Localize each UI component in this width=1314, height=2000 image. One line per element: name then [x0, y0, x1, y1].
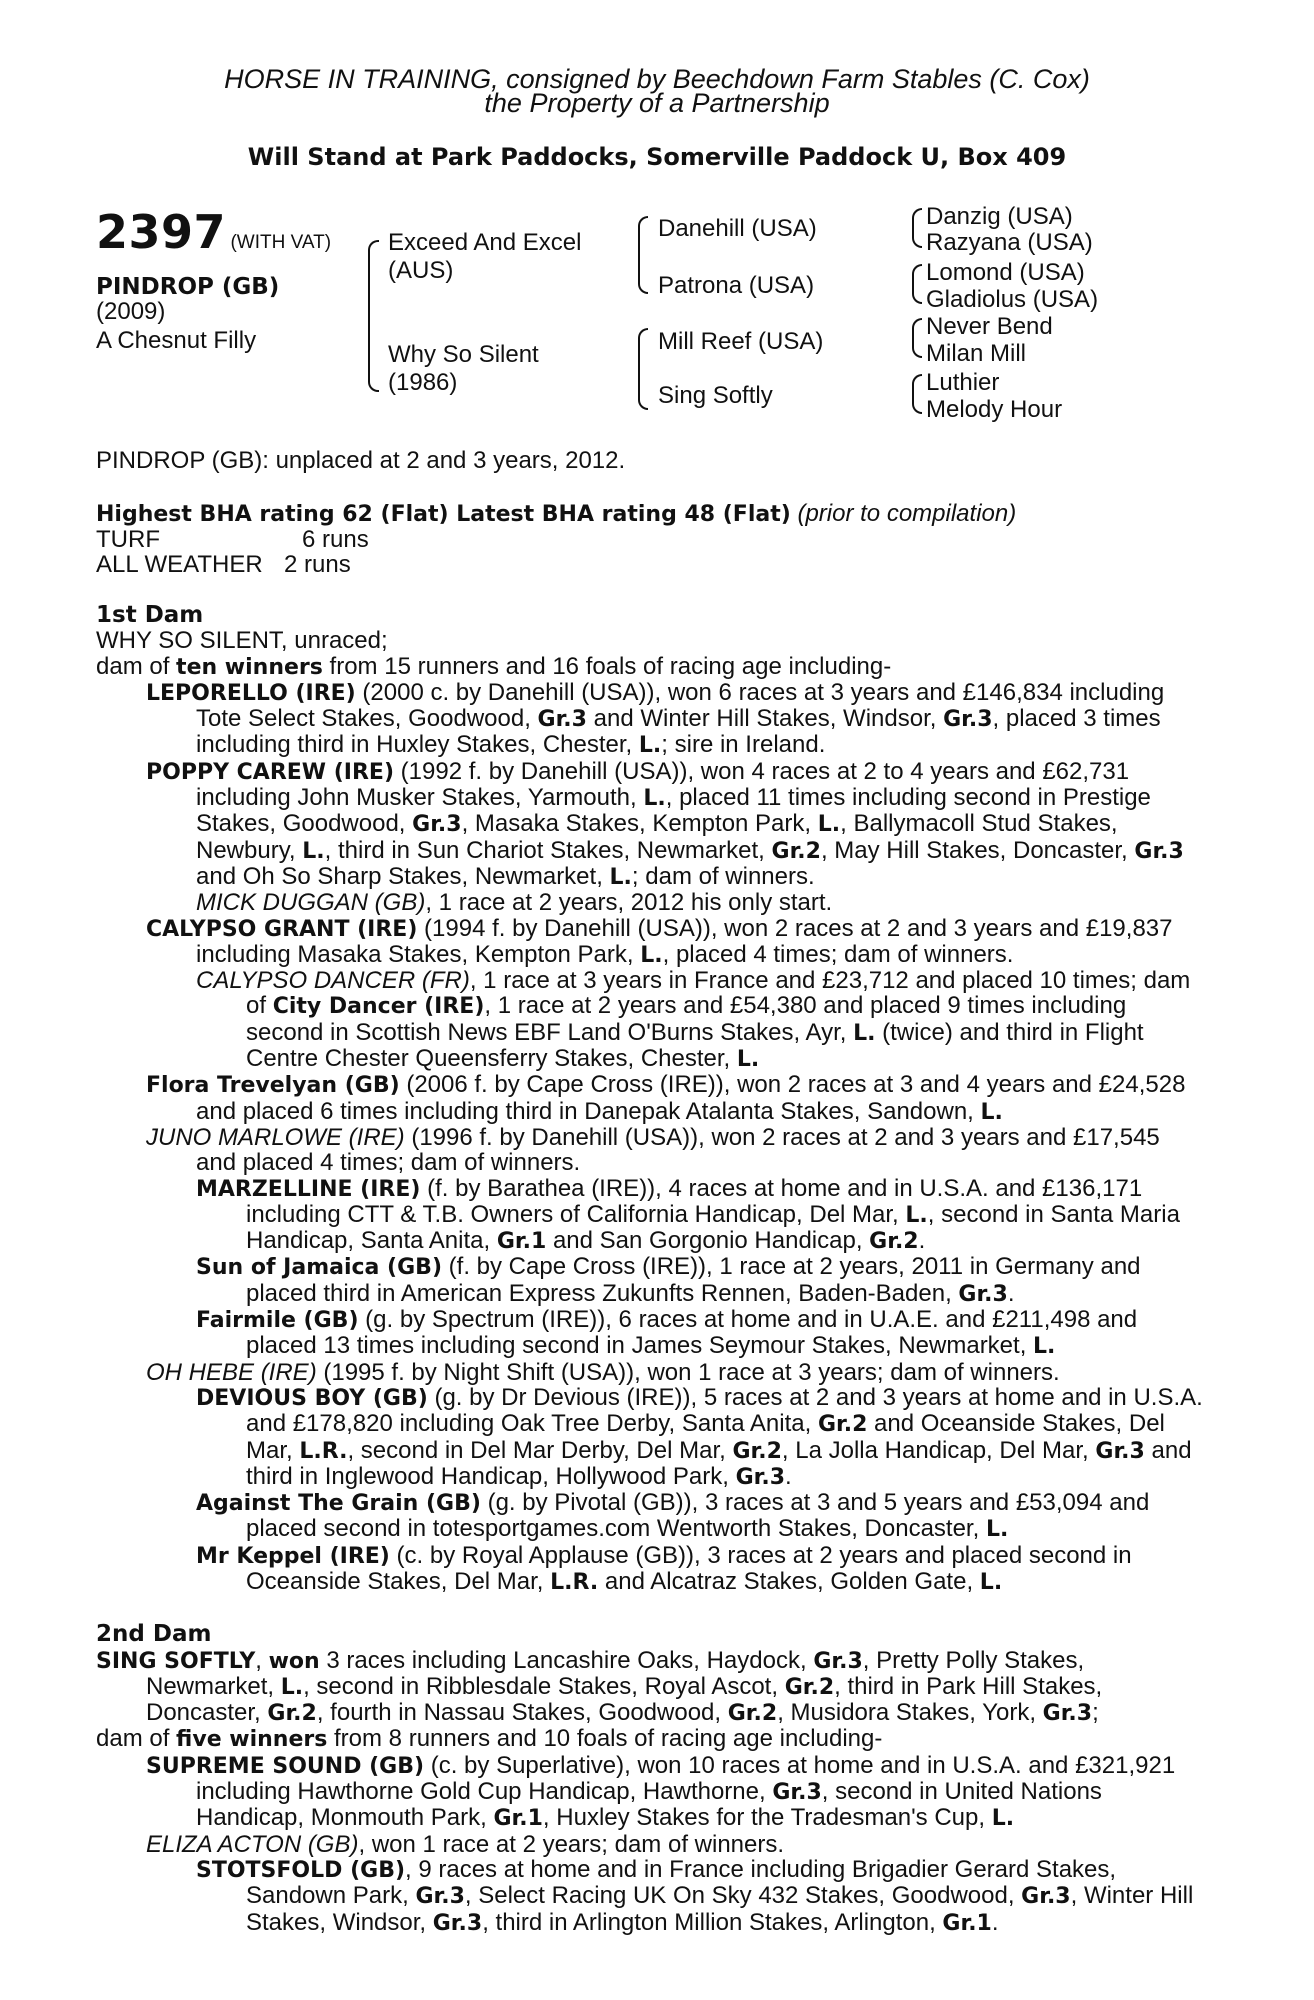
- sire-name: Exceed And Excel: [388, 229, 582, 256]
- pedigree-bracket-dam: [638, 328, 648, 410]
- pedigree-bracket-g4: [912, 374, 922, 414]
- first-dam-section: [96, 603, 1206, 1936]
- dam-year: (1986): [388, 369, 458, 396]
- produce-entry: SUPREME SOUND (GB) (c. by Superlative), won 10 races at home and in U.S.A. and £321,921 including Hawthorne Gold Cup Handicap, Hawthorne, Gr.3, second in United Nations Handicap, Monmouth Park, Gr.1, Huxley Stakes for the Tradesman's Cup, L.: [146, 1751, 1176, 1832]
- bha-rating-values: Highest BHA rating 62 (Flat) Latest BHA rating 48 (Flat): [96, 502, 791, 527]
- section-heading: 1st Dam: [96, 602, 204, 628]
- pedigree-bracket-g3: [912, 318, 922, 358]
- race-summary: PINDROP (GB): unplaced at 2 and 3 years, 2012.: [96, 447, 626, 474]
- horse-name: PINDROP (GB): [96, 274, 280, 300]
- grand-dam-2: Gladiolus (USA): [926, 286, 1099, 313]
- horse-description: A Chesnut Filly: [96, 327, 257, 354]
- runs-row: [96, 551, 351, 579]
- pedigree-bracket-g1: [912, 208, 922, 248]
- produce-entry: DEVIOUS BOY (GB) (g. by Dr Devious (IRE)), 5 races at 2 and 3 years at home and in U.S.A. and £178,820 including Oak Tree Derby, Santa Anita, Gr.2 and Oceanside Stakes, Del Mar, L.R., second in Del Mar Derby, Del Mar, Gr.2, La Jolla Handicap, Del Mar, Gr.3 and third in Inglewood Handicap, Hollywood Park, Gr.3.: [196, 1383, 1203, 1490]
- horse-year: (2009): [96, 298, 166, 325]
- produce-entry: Sun of Jamaica (GB) (f. by Cape Cross (IRE)), 1 race at 2 years, 2011 in Germany and placed third in American Express Zukunfts Rennen, Baden-Baden, Gr.3.: [196, 1253, 1141, 1307]
- stand-location: Will Stand at Park Paddocks, Somerville Paddock U, Box 409: [247, 143, 1067, 171]
- produce-entry: CALYPSO GRANT (IRE) (1994 f. by Danehill (USA)), won 2 races at 2 and 3 years and £19,837 including Masaka Stakes, Kempton Park, L., placed 4 times; dam of winners.: [146, 914, 1173, 968]
- sire-country: (AUS): [388, 257, 454, 284]
- runs-count: 2 runs: [284, 551, 351, 578]
- dam-produce-summary: dam of five winners from 8 runners and 10 foals of racing age including-: [96, 1725, 883, 1753]
- property-line: the Property of a Partnership: [484, 88, 830, 118]
- runs-count: 6 runs: [302, 526, 369, 553]
- grand-dam-4: Melody Hour: [926, 396, 1063, 423]
- produce-entry: JUNO MARLOWE (IRE) (1996 f. by Danehill (USA)), won 2 races at 2 and 3 years and £17,545 and placed 4 times; dam of winners.: [146, 1123, 1160, 1177]
- grand-sire-2: Lomond (USA): [926, 259, 1085, 286]
- runs-surface: TURF: [96, 526, 160, 553]
- dam-dam: Sing Softly: [658, 382, 773, 409]
- grand-sire-3: Never Bend: [926, 313, 1053, 340]
- pedigree-bracket-gen1: [368, 240, 379, 392]
- vat-note: (WITH VAT): [230, 232, 332, 253]
- grand-sire-4: Luthier: [926, 369, 1000, 396]
- produce-entry: LEPORELLO (IRE) (2000 c. by Danehill (USA)), won 6 races at 3 years and £146,834 including Tote Select Stakes, Goodwood, Gr.3 and Winter Hill Stakes, Windsor, Gr.3, placed 3 times including third in Huxley Stakes, Chester, L.; sire in Ireland.: [146, 678, 1165, 759]
- dam-intro: WHY SO SILENT, unraced;: [96, 627, 388, 655]
- sire-dam: Patrona (USA): [658, 272, 815, 299]
- grand-sire-1: Danzig (USA): [926, 203, 1073, 230]
- grand-dam-3: Milan Mill: [926, 340, 1027, 367]
- produce-entry: MARZELLINE (IRE) (f. by Barathea (IRE)), 4 races at home and in U.S.A. and £136,171 including CTT & T.B. Owners of California Handicap, Del Mar, L., second in Santa Maria Handicap, Santa Anita, Gr.1 and San Gorgonio Handicap, Gr.2.: [196, 1174, 1180, 1255]
- produce-entry: OH HEBE (IRE) (1995 f. by Night Shift (USA)), won 1 race at 3 years; dam of winners.: [146, 1358, 1060, 1386]
- grand-dam-1: Razyana (USA): [926, 229, 1093, 256]
- consignor-line: HORSE IN TRAINING, consigned by Beechdown Farm Stables (C. Cox): [224, 64, 1090, 94]
- produce-entry: Mr Keppel (IRE) (c. by Royal Applause (GB)), 3 races at 2 years and placed second in Oceanside Stakes, Del Mar, L.R. and Alcatraz Stakes, Golden Gate, L.: [196, 1541, 1132, 1595]
- produce-entry: POPPY CAREW (IRE) (1992 f. by Danehill (USA)), won 4 races at 2 to 4 years and £62,731 including John Musker Stakes, Yarmouth, L., placed 11 times including second in Prestige Stakes, Goodwood, Gr.3, Masaka Stakes, Kempton Park, L., Ballymacoll Stud Stakes, Newbury, L., third in Sun Chariot Stakes, Newmarket, Gr.2, May Hill Stakes, Doncaster, Gr.3 and Oh So Sharp Stakes, Newmarket, L.; dam of winners.: [146, 757, 1184, 890]
- bha-rating: [96, 500, 1016, 528]
- lot-heading: [96, 205, 331, 259]
- produce-entry: MICK DUGGAN (GB), 1 race at 2 years, 2012 his only start.: [196, 889, 833, 917]
- pedigree-bracket-g2: [912, 264, 922, 304]
- produce-entry: STOTSFOLD (GB), 9 races at home and in France including Brigadier Gerard Stakes, Sandown Park, Gr.3, Select Racing UK On Sky 432 Stakes, Goodwood, Gr.3, Winter Hill Stakes, Windsor, Gr.3, third in Arlington Million Stakes, Arlington, Gr.1.: [196, 1855, 1194, 1936]
- runs-surface: ALL WEATHER: [96, 551, 263, 578]
- section-heading: 2nd Dam: [96, 1621, 212, 1648]
- produce-entry: Flora Trevelyan (GB) (2006 f. by Cape Cross (IRE)), won 2 races at 3 and 4 years and £24,528 and placed 6 times including third in Danepak Atalanta Stakes, Sandown, L.: [146, 1071, 1186, 1125]
- produce-entry: ELIZA ACTON (GB), won 1 race at 2 years; dam of winners.: [146, 1830, 785, 1858]
- pedigree-bracket-sire: [638, 216, 648, 294]
- produce-entry: CALYPSO DANCER (FR), 1 race at 3 years in France and £23,712 and placed 10 times; dam of City Dancer (IRE), 1 race at 2 years and £54,380 and placed 9 times including second in Scottish News EBF Land O'Burns Stakes, Ayr, L. (twice) and third in Flight Centre Chester Queensferry Stakes, Chester, L.: [196, 967, 1191, 1073]
- dam-record: SING SOFTLY, won 3 races including Lancashire Oaks, Haydock, Gr.3, Pretty Polly Stakes, Newmarket, L., second in Ribblesdale Stakes, Royal Ascot, Gr.2, third in Park Hill Stakes, Doncaster, Gr.2, fourth in Nassau Stakes, Goodwood, Gr.2, Musidora Stakes, York, Gr.3;: [96, 1646, 1103, 1727]
- dam-name: Why So Silent: [388, 341, 539, 368]
- dam-produce-summary: dam of ten winners from 15 runners and 16 foals of racing age including-: [96, 652, 892, 680]
- bha-rating-note: (prior to compilation): [797, 500, 1017, 527]
- lot-number: 2397: [96, 205, 227, 259]
- produce-entry: Fairmile (GB) (g. by Spectrum (IRE)), 6 races at home and in U.A.E. and £211,498 and placed 13 times including second in James Seymour Stakes, Newmarket, L.: [196, 1306, 1138, 1360]
- runs-row: [96, 526, 369, 554]
- produce-entry: Against The Grain (GB) (g. by Pivotal (GB)), 3 races at 3 and 5 years and £53,094 and placed second in totesportgames.com Wentworth Stakes, Doncaster, L.: [196, 1489, 1150, 1543]
- sire-sire: Danehill (USA): [658, 215, 817, 242]
- dam-sire: Mill Reef (USA): [658, 328, 824, 355]
